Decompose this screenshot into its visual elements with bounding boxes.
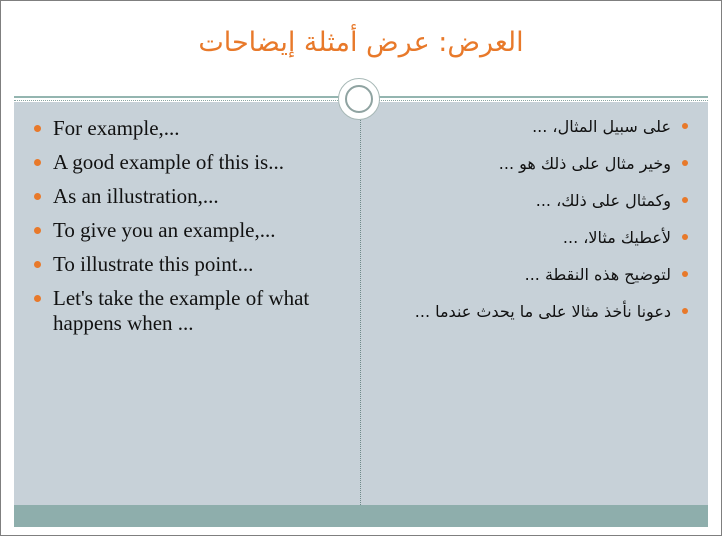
- bullet-icon: [34, 159, 41, 166]
- slide-title: العرض: عرض أمثلة إيضاحات: [198, 27, 524, 58]
- bullet-icon: [682, 123, 688, 129]
- bullet-icon: [34, 227, 41, 234]
- list-item: [28, 218, 348, 243]
- bullet-icon: [34, 261, 41, 268]
- circle-ornament-inner: [345, 85, 373, 113]
- phrase-text: For example,...: [53, 116, 180, 140]
- phrase-text: To give you an example,...: [53, 218, 276, 242]
- phrase-text: وكمثال على ذلك، ...: [535, 191, 671, 210]
- list-item: [28, 150, 348, 175]
- phrase-text: لتوضيح هذه النقطة ...: [524, 265, 671, 284]
- phrase-text: To illustrate this point...: [53, 252, 254, 276]
- list-item: [388, 262, 688, 287]
- list-item: [28, 116, 348, 141]
- bullet-icon: [34, 193, 41, 200]
- list-item: [28, 286, 348, 336]
- list-item: [388, 114, 688, 139]
- list-item: [388, 299, 688, 324]
- list-item: [388, 188, 688, 213]
- bullet-icon: [682, 308, 688, 314]
- phrase-text: على سبيل المثال، ...: [532, 117, 671, 136]
- phrase-text: Let's take the example of what happens when ...: [53, 286, 310, 335]
- list-item: [28, 252, 348, 277]
- phrase-text: As an illustration,...: [53, 184, 219, 208]
- bullet-icon: [34, 295, 41, 302]
- list-item: [388, 151, 688, 176]
- list-item: [388, 225, 688, 250]
- english-phrase-list: [28, 116, 348, 345]
- phrase-text: لأعطيك مثالا، ...: [562, 228, 671, 247]
- list-item: [28, 184, 348, 209]
- phrase-text: دعونا نأخذ مثالا على ما يحدث عندما ...: [414, 302, 671, 321]
- arabic-phrase-list: [388, 114, 688, 336]
- bullet-icon: [682, 197, 688, 203]
- phrase-text: A good example of this is...: [53, 150, 284, 174]
- footer-band: [14, 505, 708, 527]
- column-divider: [360, 102, 361, 505]
- phrase-text: وخير مثال على ذلك هو ...: [498, 154, 671, 173]
- bullet-icon: [682, 271, 688, 277]
- bullet-icon: [682, 160, 688, 166]
- bullet-icon: [34, 125, 41, 132]
- bullet-icon: [682, 234, 688, 240]
